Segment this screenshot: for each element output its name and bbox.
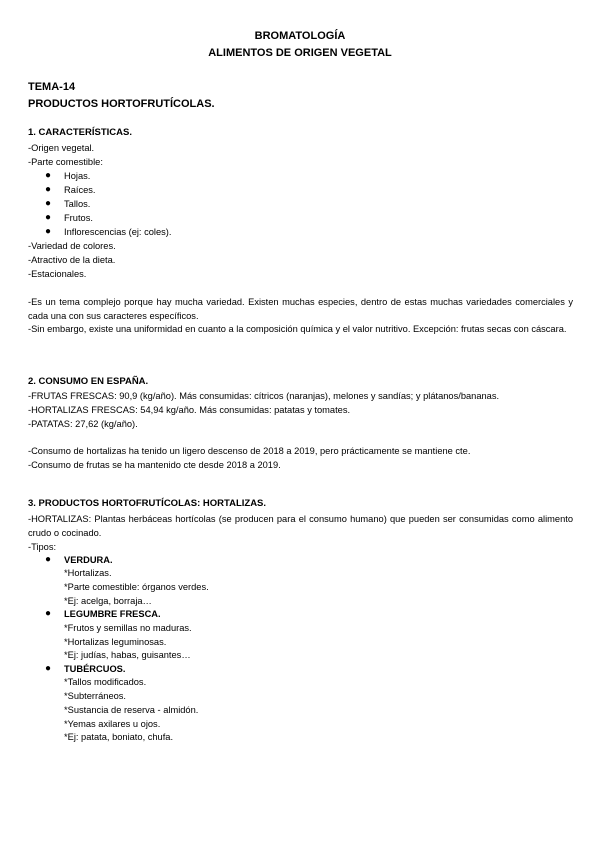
bullet-icon: ● [45, 226, 52, 237]
paragraph: -Sin embargo, existe una uniformidad en cuanto a la composición química y el valor nutritivo. Excepción: frutas secas con cáscara. [28, 324, 567, 334]
list-item: Hojas. [64, 171, 91, 181]
type-detail: *Parte comestible: órganos verdes. [64, 582, 209, 592]
list-item: Raíces. [64, 185, 96, 195]
doc-subtitle: ALIMENTOS DE ORIGEN VEGETAL [208, 47, 392, 59]
type-detail: *Frutos y semillas no maduras. [64, 623, 192, 633]
type-name: VERDURA. [64, 555, 113, 565]
bullet-icon: ● [45, 184, 52, 195]
type-detail: *Tallos modificados. [64, 677, 147, 687]
trend-line: -Consumo de frutas se ha mantenido cte desde 2018 a 2019. [28, 460, 281, 470]
bullet-icon: ● [45, 212, 52, 223]
list-item: Inflorescencias (ej: coles). [64, 227, 172, 237]
type-detail: *Ej: judías, habas, guisantes… [64, 650, 191, 660]
colors-line: -Variedad de colores. [28, 241, 116, 251]
doc-title: BROMATOLOGÍA [254, 30, 346, 42]
section3-heading: 3. PRODUCTOS HORTOFRUTÍCOLAS: HORTALIZAS. [28, 498, 267, 509]
potatoes-line: -PATATAS: 27,62 (kg/año). [28, 419, 138, 429]
vegetables-line: -HORTALIZAS FRESCAS: 54,94 kg/año. Más consumidas: patatas y tomates. [28, 405, 351, 415]
type-detail: *Sustancia de reserva - almidón. [64, 705, 199, 715]
appeal-line: -Atractivo de la dieta. [28, 255, 116, 265]
bullet-icon: ● [45, 663, 52, 674]
list-item: Frutos. [64, 213, 93, 223]
type-detail: *Subterráneos. [64, 691, 127, 701]
type-detail: *Yemas axilares u ojos. [64, 719, 161, 729]
paragraph: -Es un tema complejo porque hay mucha variedad. Existen muchas especies, dentro de estas muchas variedades comerciales y cada una con sus caracteres específicos. [28, 297, 573, 321]
list-item: Tallos. [64, 199, 91, 209]
seasonal-line: -Estacionales. [28, 269, 87, 279]
tema-number: TEMA-14 [28, 81, 76, 93]
type-detail: *Ej: acelga, borraja… [64, 596, 152, 606]
type-name: TUBÉRCUOS. [64, 664, 126, 674]
type-detail: *Ej: patata, boniato, chufa. [64, 732, 174, 742]
fruits-line: -FRUTAS FRESCAS: 90,9 (kg/año). Más consumidas: cítricos (naranjas), melones y sandías; y plátanos/bananas. [28, 391, 500, 401]
types-label: -Tipos: [28, 542, 57, 552]
origin-line: -Origen vegetal. [28, 143, 95, 153]
trend-line: -Consumo de hortalizas ha tenido un ligero descenso de 2018 a 2019, pero prácticamente se mantiene cte. [28, 446, 471, 456]
type-detail: *Hortalizas leguminosas. [64, 637, 167, 647]
bullet-icon: ● [45, 554, 52, 565]
section2-heading: 2. CONSUMO EN ESPAÑA. [28, 376, 149, 387]
bullet-icon: ● [45, 170, 52, 181]
bullet-icon: ● [45, 198, 52, 209]
definition-paragraph: -HORTALIZAS: Plantas herbáceas hortícolas (se producen para el consumo humano) que pueden ser consumidas como alimento crudo o cocinado. [28, 514, 573, 538]
type-detail: *Hortalizas. [64, 568, 112, 578]
bullet-icon: ● [45, 608, 52, 619]
tema-title: PRODUCTOS HORTOFRUTÍCOLAS. [28, 98, 215, 110]
edible-part-line: -Parte comestible: [28, 157, 103, 167]
section1-heading: 1. CARACTERÍSTICAS. [28, 127, 132, 138]
type-name: LEGUMBRE FRESCA. [64, 609, 161, 619]
